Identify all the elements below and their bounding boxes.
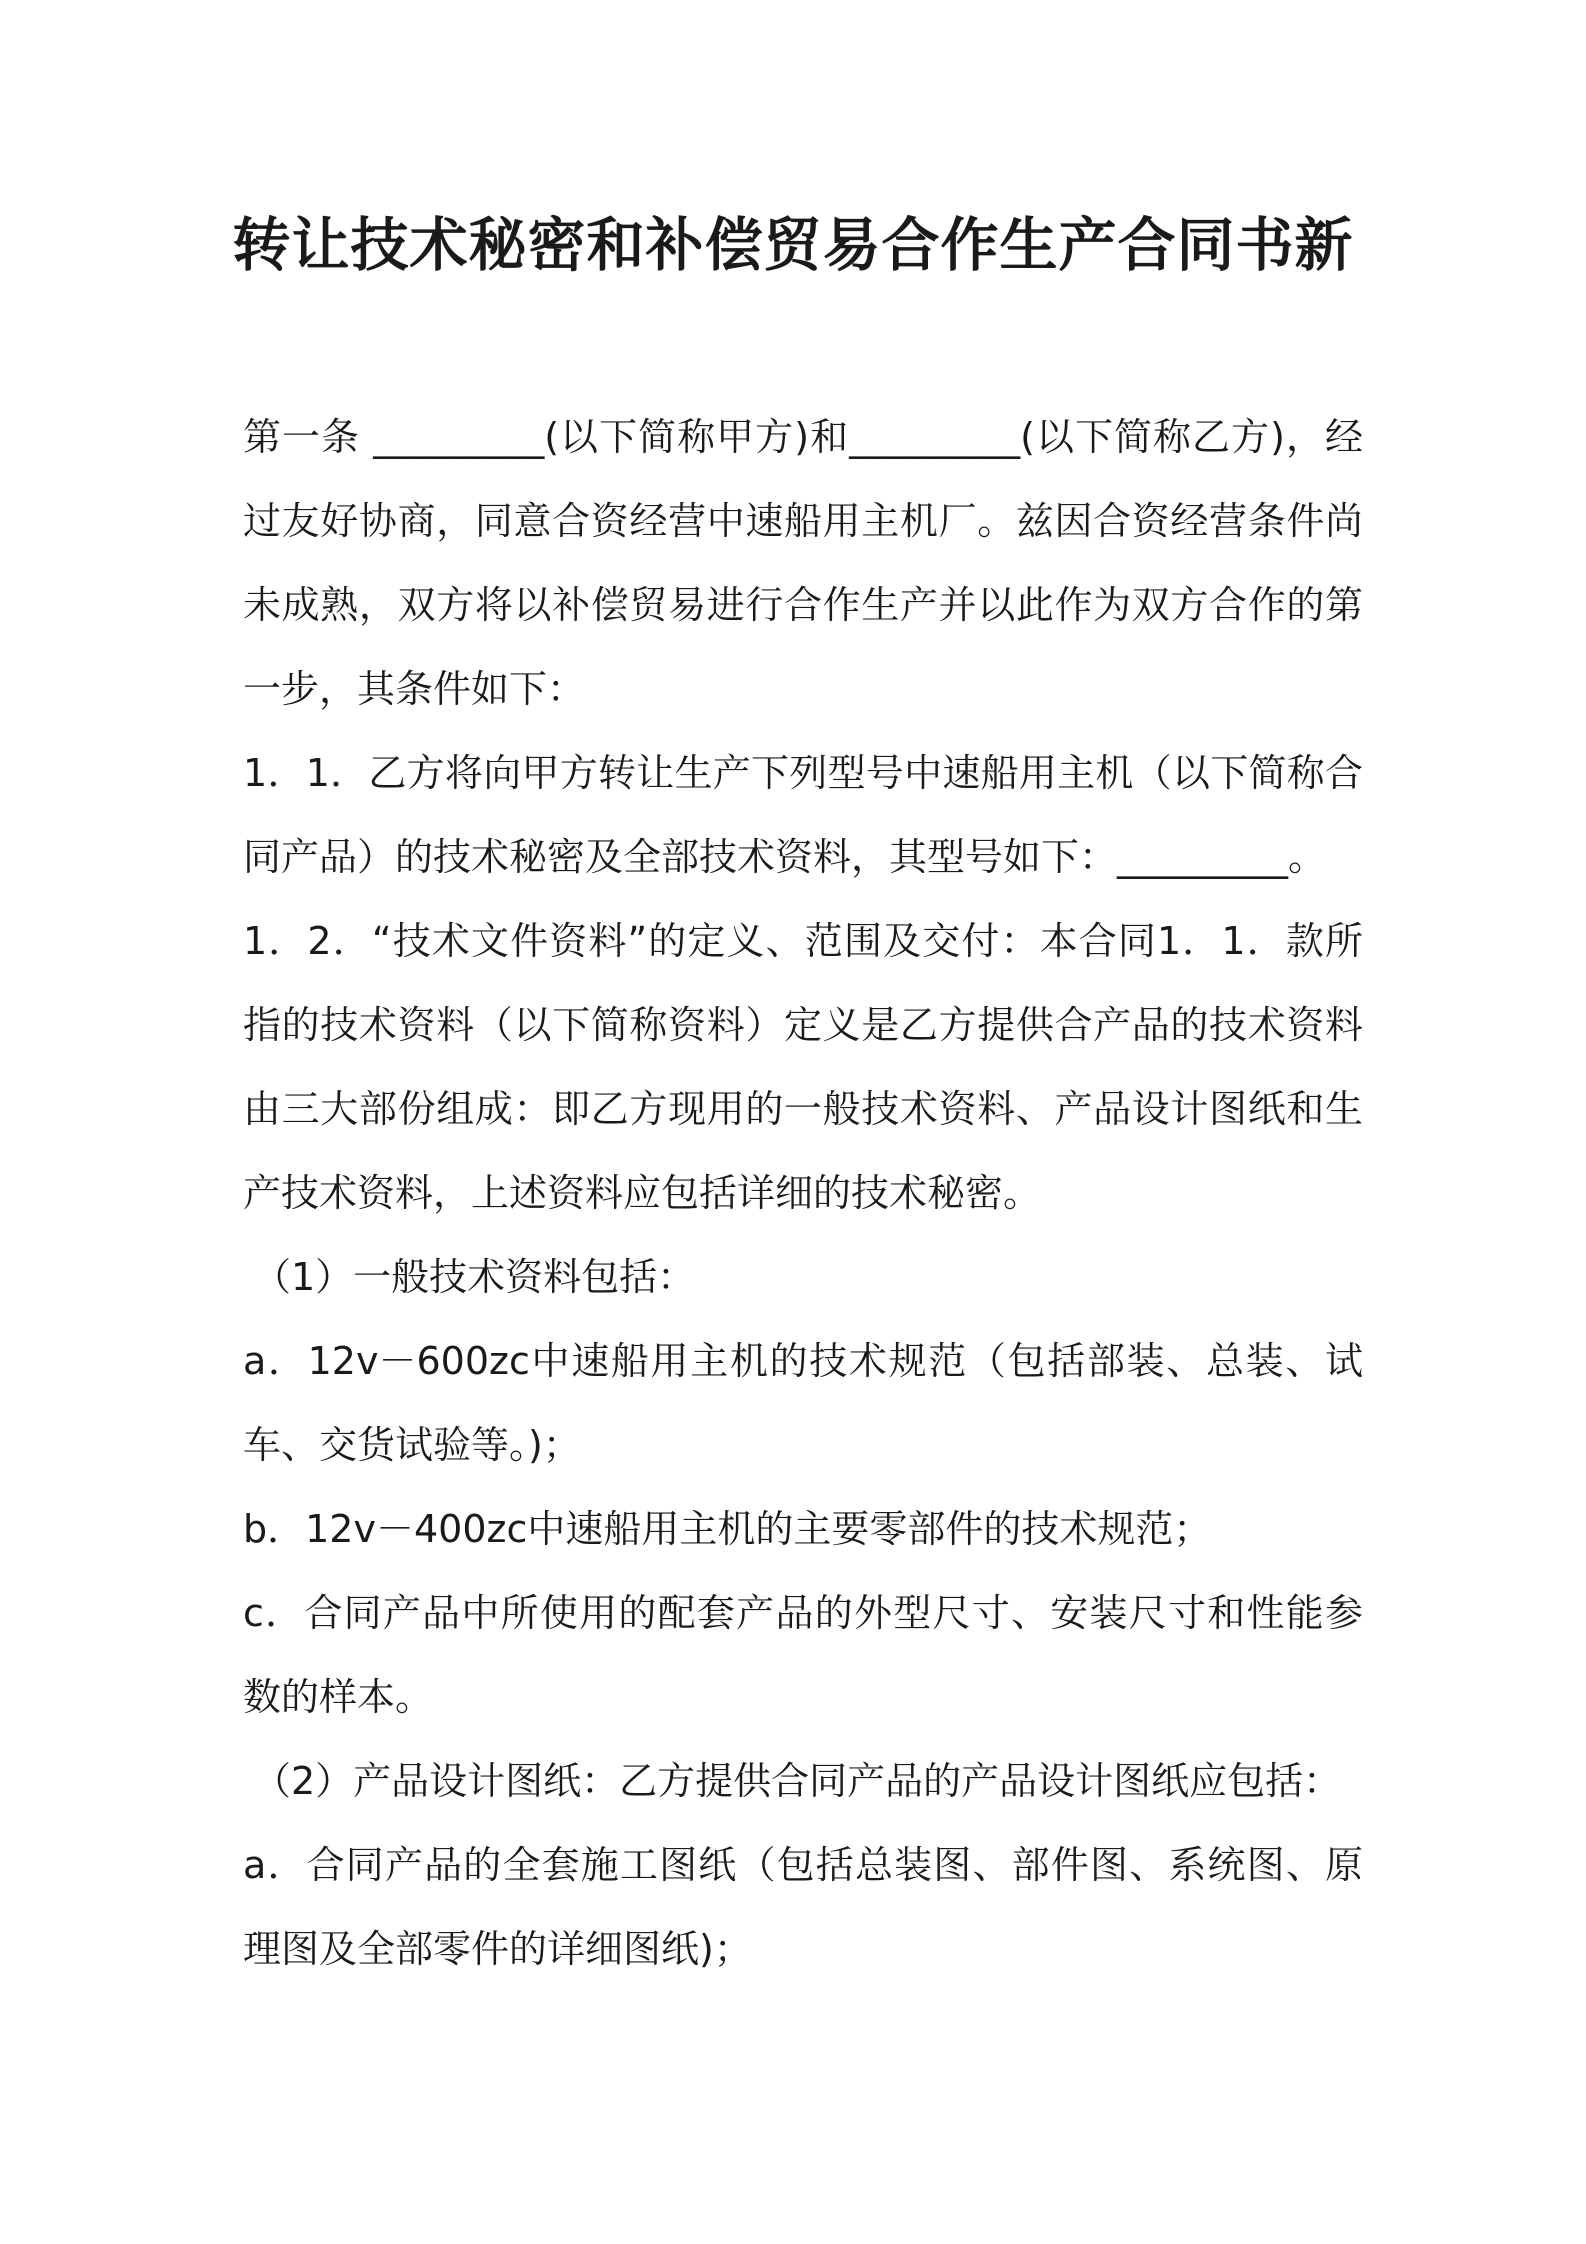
clause-1-intro: 第一条 _________(以下简称甲方)和_________(以下简称乙方)，经过友好协商，同意合资经营中速船用主机厂。兹因合资经营条件尚未成熟，双方将以补偿贸易进行合作生产并以此作为双方合作的第一步，其条件如下： — [243, 415, 1363, 711]
list-item-c-samples: c．合同产品中所使用的配套产品的外型尺寸、安装尺寸和性能参数的样本。 — [243, 1591, 1363, 1719]
document-body — [243, 395, 1363, 1991]
list-item-b-specs: b．12v－400zc中速船用主机的主要零部件的技术规范； — [243, 1507, 1212, 1551]
clause-1-1: 1．1．乙方将向甲方转让生产下列型号中速船用主机（以下简称合同产品）的技术秘密及全部技术资料，其型号如下：_________。 — [243, 751, 1363, 879]
document-title: 转让技术秘密和补偿贸易合作生产合同书新 — [232, 211, 1354, 279]
list-item-a-specs: a．12v－600zc中速船用主机的技术规范（包括部装、总装、试车、交货试验等。)； — [243, 1339, 1363, 1467]
section-design-drawings: （2）产品设计图纸：乙方提供合同产品的产品设计图纸应包括： — [253, 1759, 1342, 1803]
list-item-a-drawings: a．合同产品的全套施工图纸（包括总装图、部件图、系统图、原理图及全部零件的详细图纸)； — [243, 1843, 1363, 1971]
section-general-tech-docs: （1）一般技术资料包括： — [253, 1255, 696, 1299]
clause-1-2: 1．2．“技术文件资料”的定义、范围及交付：本合同1．1．款所指的技术资料（以下简称资料）定义是乙方提供合产品的技术资料由三大部份组成：即乙方现用的一般技术资料、产品设计图纸和生产技术资料，上述资料应包括详细的技术秘密。 — [243, 919, 1363, 1215]
